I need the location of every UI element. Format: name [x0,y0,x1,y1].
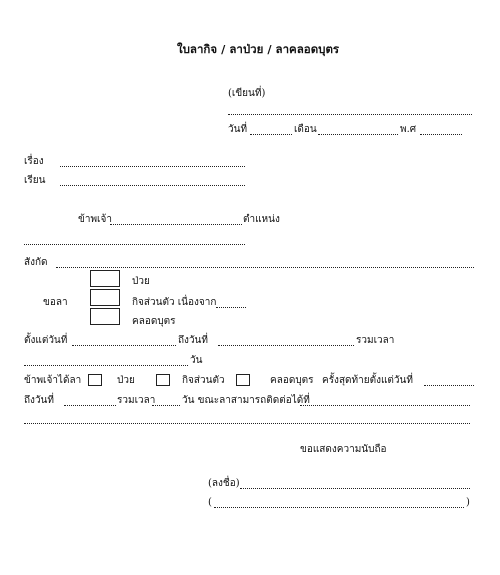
name-close-paren: ) [466,497,470,508]
contact-field-continued[interactable] [24,423,470,424]
history-total-field[interactable] [152,405,180,406]
affiliation-label: สังกัด [24,257,48,268]
history-maternity-checkbox[interactable] [236,374,250,386]
history-maternity-label: คลอดบุตร [270,375,314,386]
subject-label: เรื่อง [24,156,44,167]
written-at-field[interactable] [228,114,472,115]
last-time-from-field[interactable] [424,385,474,386]
from-date-field[interactable] [72,345,176,346]
to-date-label: ถึงวันที่ [178,335,208,346]
i-label: ข้าพเจ้า [78,214,112,225]
to-date-field[interactable] [218,345,354,346]
total-field[interactable] [24,365,188,366]
history-to-date-label: ถึงวันที่ [24,395,54,406]
name-open-paren: ( [208,497,212,508]
last-leave-label: ข้าพเจ้าได้ลา [24,375,82,386]
history-personal-checkbox[interactable] [156,374,170,386]
days-unit-label: วัน [190,355,203,366]
signature-label: (ลงชื่อ) [208,478,240,489]
closing-text: ขอแสดงความนับถือ [300,444,387,455]
date-year-field[interactable] [420,134,462,135]
date-month-label: เดือน [294,124,317,135]
contact-label: วัน ขณะลาสามารถติดต่อได้ที่ [182,395,310,406]
date-year-label: พ.ศ [400,124,417,135]
request-label: ขอลา [43,297,68,308]
contact-field[interactable] [300,405,470,406]
sick-leave-checkbox[interactable] [90,270,120,287]
affiliation-field[interactable] [56,267,474,268]
to-label: เรียน [24,175,46,186]
last-time-label: ครั้งสุดท้ายตั้งแต่วันที่ [322,375,413,386]
history-sick-label: ป่วย [117,375,135,386]
date-month-field[interactable] [318,134,398,135]
history-sick-checkbox[interactable] [88,374,102,386]
total-label: รวมเวลา [356,335,395,346]
date-day-label: วันที่ [228,124,248,135]
form-title: ใบลากิจ / ลาป่วย / ลาคลอดบุตร [177,42,340,56]
date-day-field[interactable] [250,134,292,135]
history-personal-label: กิจส่วนตัว [182,375,225,386]
personal-reason-field[interactable] [216,307,246,308]
from-date-label: ตั้งแต่วันที่ [24,335,68,346]
position-label: ตำแหน่ง [243,214,280,225]
written-at-label: (เขียนที่) [228,88,266,99]
position-field[interactable] [24,244,245,245]
history-total-label: รวมเวลา [117,395,156,406]
personal-leave-label: กิจส่วนตัว เนื่องจาก [132,297,217,308]
maternity-leave-label: คลอดบุตร [132,316,176,327]
history-to-date-field[interactable] [64,405,116,406]
signature-field[interactable] [240,488,470,489]
subject-field[interactable] [60,166,245,167]
name-field[interactable] [110,224,242,225]
maternity-leave-checkbox[interactable] [90,308,120,325]
printed-name-field[interactable] [214,507,464,508]
personal-leave-checkbox[interactable] [90,289,120,306]
to-field[interactable] [60,185,245,186]
sick-leave-label: ป่วย [132,276,150,287]
